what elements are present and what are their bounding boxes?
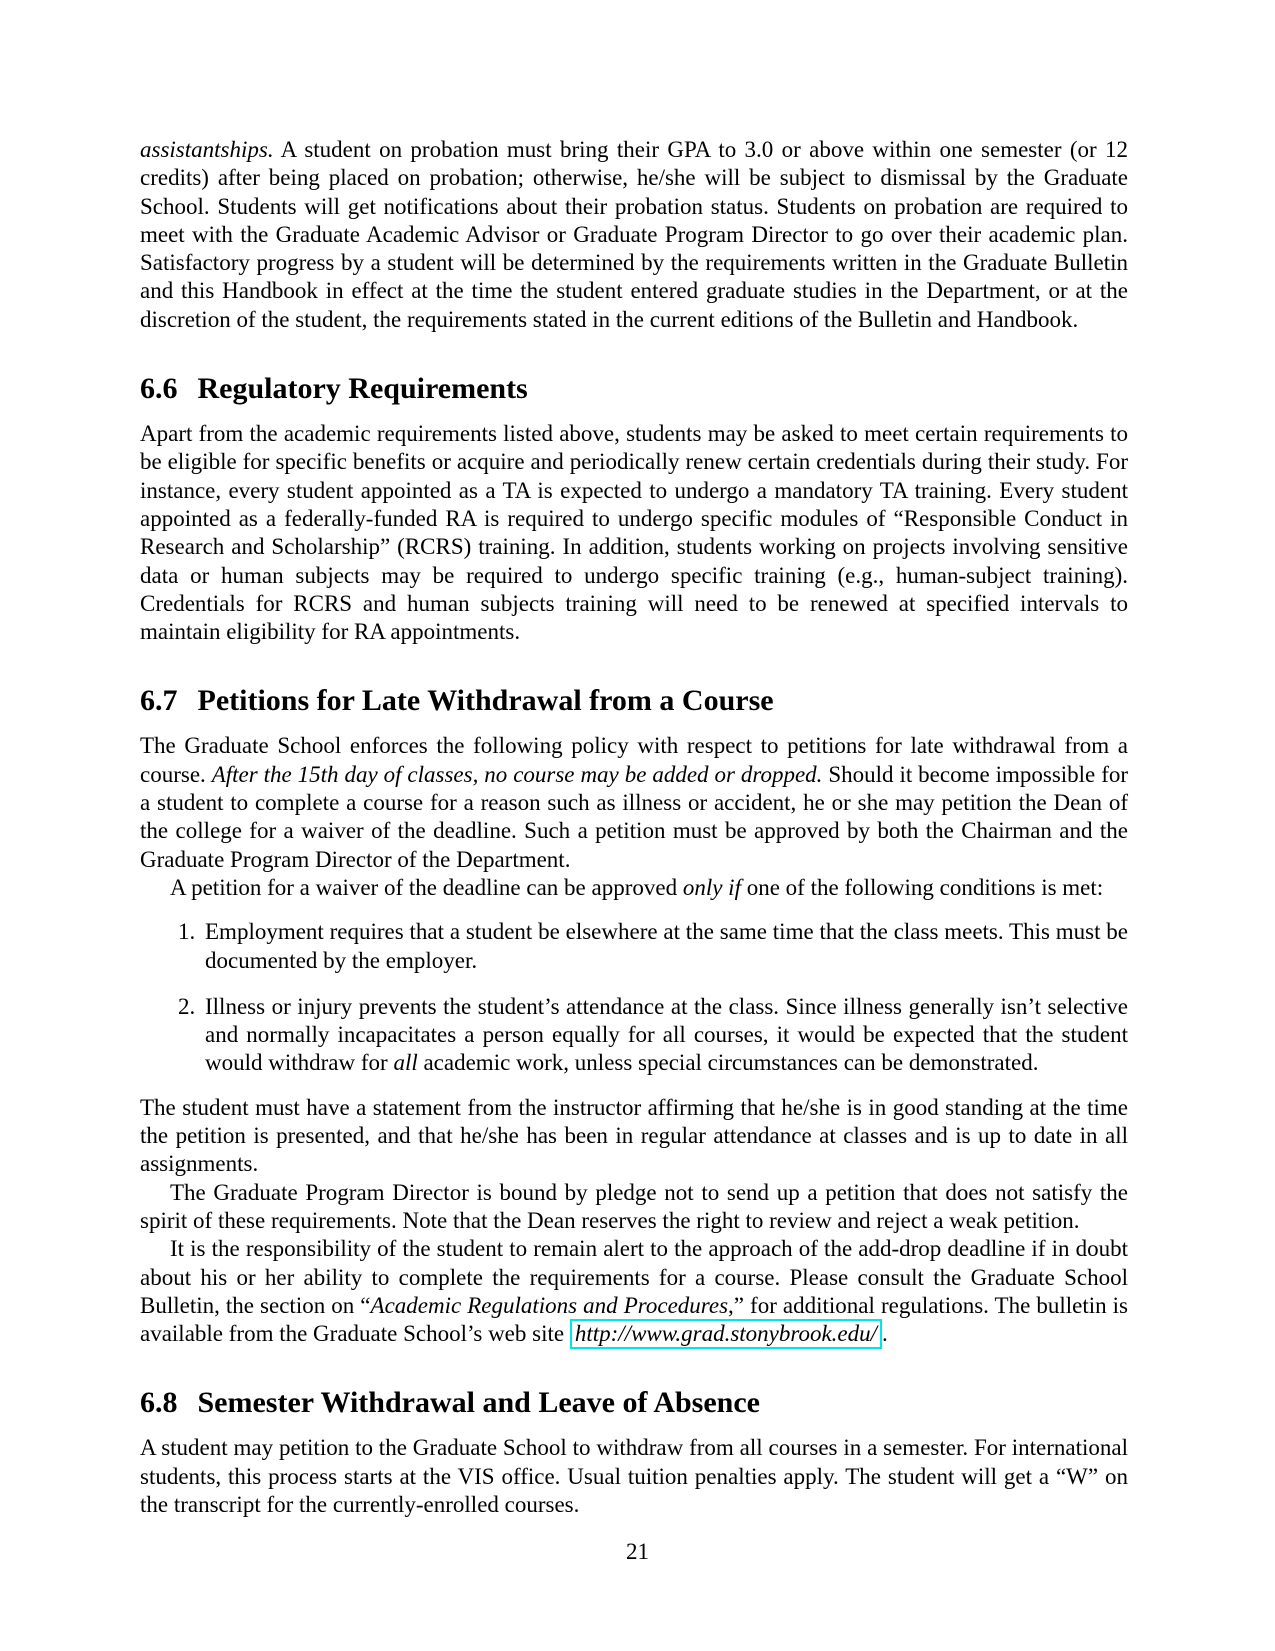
italic-text-run: assistantships. bbox=[140, 137, 274, 162]
section-heading bbox=[140, 1385, 1128, 1421]
list-item-text bbox=[205, 918, 1128, 975]
list-item-text bbox=[205, 993, 1128, 1078]
text-run: ,” for additional regulations. The bulletin is available from the Graduate School’s web site bbox=[140, 1292, 1128, 1347]
text-run: The student must have a statement from the instructor affirming that he/she is in good standing at the time the petition is presented, and that he/she has been in regular attendance at classes and is up to date in all assignments. bbox=[140, 1094, 1128, 1177]
italic-text-run: all bbox=[393, 1050, 418, 1076]
text-run: The Graduate Program Director is bound by pledge not to send up a petition that does not satisfy the spirit of these requirements. Note that the Dean reserves the right to review and reject a weak petition. bbox=[140, 1179, 1128, 1233]
text-run: . bbox=[882, 1321, 888, 1347]
text-run: Employment requires that a student be elsewhere at the same time that the class meets. This must be documented by the employer. bbox=[205, 919, 1128, 973]
paragraph bbox=[140, 732, 1128, 873]
text-run: Illness or injury prevents the student’s attendance at the class. Since illness generally isn’t selective and normally incapacitates a person equally for all courses, it would be expected that the student would withdraw for bbox=[205, 993, 1128, 1076]
paragraph bbox=[140, 1094, 1128, 1179]
paragraph bbox=[140, 420, 1128, 646]
section-number: 6.7 bbox=[140, 684, 178, 718]
text-run: Apart from the academic requirements listed above, students may be asked to meet certain requirements to be eligible for specific benefits or acquire and periodically renew certain credentials during their study. For instance, every student appointed as a TA is expected to undergo a mandatory TA training. Every student appointed as a federally-funded RA is required to undergo specific modules of “Responsible Conduct in Research and Scholarship” (RCRS) training. In addition, students working on projects involving sensitive data or human subjects may be required to undergo specific training (e.g., human-subject training). Credentials for RCRS and human subjects training will need to be renewed at specified intervals to maintain eligibility for RA appointments. bbox=[140, 421, 1128, 645]
text-run: The Graduate School enforces the following policy with respect to petitions for late withdrawal from a course. bbox=[140, 733, 1128, 787]
text-run: It is the responsibility of the student to remain alert to the approach of the add-drop deadline if in doubt about his or her ability to complete the requirements for a course. Please consult the Graduate School Bulletin, the section on “ bbox=[140, 1236, 1128, 1318]
section-heading bbox=[140, 371, 1128, 407]
section-number: 6.6 bbox=[140, 372, 178, 406]
text-run: one of the following conditions is met: bbox=[740, 874, 1104, 900]
list-item bbox=[140, 993, 1128, 1078]
paragraph bbox=[140, 874, 1128, 902]
paragraph bbox=[140, 1434, 1128, 1519]
paragraph bbox=[140, 1179, 1128, 1236]
italic-text-run: After the 15th day of classes, no course may be added or dropped. bbox=[211, 761, 823, 787]
paragraph bbox=[140, 136, 1128, 334]
link-url[interactable]: http://www.grad.stonybrook.edu/ bbox=[570, 1319, 882, 1349]
section-number: 6.8 bbox=[140, 1386, 178, 1420]
text-run: A student on probation must bring their GPA to 3.0 or above within one semester (or 12 credits) after being placed on probation; otherwise, he/she will be subject to dismissal by the Graduate School. Students will get notifications about their probation status. Students on probation are required to meet with the Graduate Academic Advisor or Graduate Program Director to go over their academic plan. Satisfactory progress by a student will be determined by the requirements written in the Graduate Bulletin and this Handbook in effect at the time the student entered graduate studies in the Department, or at the discretion of the student, the requirements stated in the current editions of the Bulletin and Handbook. bbox=[140, 137, 1128, 332]
conditions-list bbox=[140, 918, 1128, 1077]
italic-text-run: Academic Regulations and Procedures bbox=[370, 1292, 729, 1318]
text-run: A petition for a waiver of the deadline can be approved bbox=[170, 874, 683, 900]
section-title: Semester Withdrawal and Leave of Absence bbox=[197, 1386, 760, 1420]
section-heading bbox=[140, 683, 1128, 719]
section-title: Petitions for Late Withdrawal from a Course bbox=[197, 684, 774, 718]
page-number: 21 bbox=[626, 1539, 649, 1564]
list-item-number: 2. bbox=[178, 993, 196, 1019]
page-body-text bbox=[140, 136, 1128, 1519]
text-run: A student may petition to the Graduate School to withdraw from all courses in a semester. For international students, this process starts at the VIS office. Usual tuition penalties apply. The student will get a “W” on the transcript for the currently-enrolled courses. bbox=[140, 1435, 1128, 1517]
list-item-number: 1. bbox=[178, 919, 196, 945]
text-run: Should it become impossible for a student to complete a course for a reason such as illness or accident, he or she may petition the Dean of the college for a waiver of the deadline. Such a petition must be approved by both the Chairman and the Graduate Program Director of the Department. bbox=[140, 761, 1129, 872]
paragraph bbox=[140, 1235, 1128, 1348]
italic-text-run: only if bbox=[682, 874, 741, 900]
section-title: Regulatory Requirements bbox=[197, 372, 528, 406]
text-run: academic work, unless special circumstances can be demonstrated. bbox=[417, 1050, 1039, 1076]
list-item bbox=[140, 918, 1128, 975]
page-footer bbox=[0, 1538, 1275, 1566]
